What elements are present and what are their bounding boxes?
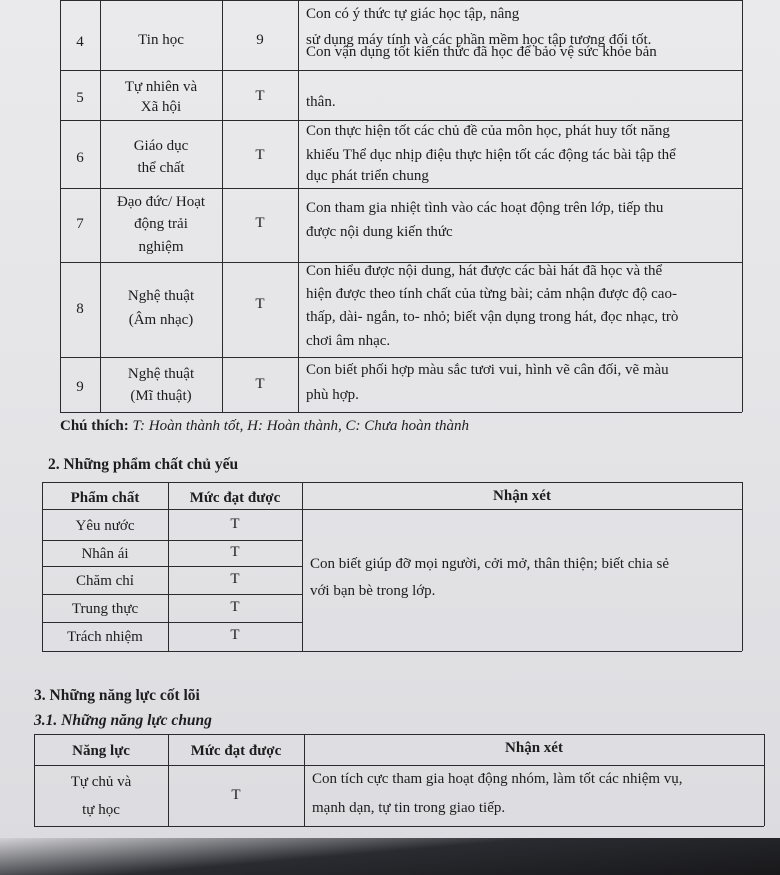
- achievement-level: T: [255, 147, 265, 163]
- quality-name: Trách nhiệm: [67, 629, 143, 645]
- subject-name: (Âm nhạc): [128, 312, 194, 328]
- comment-line: thân.: [306, 94, 336, 110]
- achievement-level: T: [255, 88, 265, 104]
- column-header: Mức đạt được: [190, 743, 282, 759]
- comment-line: mạnh dạn, tự tin trong giao tiếp.: [312, 800, 506, 816]
- comment-line: Con biết phối hợp màu sắc tươi vui, hình vẽ cân đối, vẽ màu: [306, 362, 669, 378]
- comment-line: khiếu Thể dục nhịp điệu thực hiện tốt các động tác bài tập thể: [306, 147, 676, 163]
- achievement-level: T: [230, 627, 240, 643]
- comment-line: Con hiểu được nội dung, hát được các bài hát đã học và thể: [306, 263, 663, 279]
- comment-line: phù hợp.: [306, 387, 359, 403]
- column-header: Nhận xét: [493, 488, 551, 504]
- quality-name: Chăm chỉ: [76, 573, 134, 589]
- row-number: 7: [76, 216, 84, 232]
- subsection-heading: 3.1. Những năng lực chung: [34, 712, 212, 729]
- achievement-level: T: [255, 296, 265, 312]
- comment-line: Con tích cực tham gia hoạt động nhóm, làm tốt các nhiệm vụ,: [312, 771, 683, 787]
- column-header: Năng lực: [72, 743, 130, 759]
- achievement-level: T: [230, 544, 240, 560]
- row-number: 5: [76, 90, 84, 106]
- subject-name: Xã hội: [140, 99, 182, 115]
- comment-line: Con tham gia nhiệt tình vào các hoạt động trên lớp, tiếp thu: [306, 200, 664, 216]
- comment-line: thấp, dài- ngắn, to- nhỏ; biết vận dụng trong hát, đọc nhạc, trò: [306, 309, 679, 325]
- comment-line: chơi âm nhạc.: [306, 333, 391, 349]
- achievement-level: T: [230, 516, 240, 532]
- achievement-level: T: [255, 215, 265, 231]
- subject-name: thể chất: [137, 160, 185, 176]
- comment-line: dục phát triển chung: [306, 168, 429, 184]
- comment-line: Con thực hiện tốt các chủ đề của môn học, phát huy tốt năng: [306, 123, 670, 139]
- subject-name: Nghệ thuật: [127, 288, 195, 304]
- comment-line: với bạn bè trong lớp.: [310, 583, 436, 599]
- row-number: 9: [76, 379, 84, 395]
- comment-line: được nội dung kiến thức: [306, 224, 453, 240]
- row-number: 8: [76, 301, 84, 317]
- row-number: 4: [76, 34, 84, 50]
- quality-name: Nhân ái: [81, 546, 129, 562]
- column-header: Nhận xét: [505, 740, 563, 756]
- quality-name: Yêu nước: [75, 518, 135, 534]
- comment-line: Con có ý thức tự giác học tập, nâng: [306, 6, 520, 22]
- competency-name: tự học: [82, 802, 120, 818]
- column-header: Mức đạt được: [189, 490, 281, 506]
- achievement-level: T: [255, 376, 265, 392]
- legend-label: Chú thích:: [60, 418, 129, 434]
- comment-line: Con vận dụng tốt kiến thức đã học để bảo vệ sức khỏe bản: [306, 44, 657, 60]
- competency-name: Tự chủ và: [70, 774, 132, 790]
- row-number: 6: [76, 150, 84, 166]
- subject-name: động trải: [134, 216, 188, 232]
- achievement-level: T: [231, 787, 241, 803]
- desk-background: [0, 838, 780, 875]
- subject-name: Giáo dục: [133, 138, 189, 154]
- achievement-level: 9: [256, 32, 264, 48]
- legend-text: T: Hoàn thành tốt, H: Hoàn thành, C: Chưa hoàn thành: [132, 418, 470, 434]
- achievement-level: T: [230, 599, 240, 615]
- quality-name: Trung thực: [71, 601, 139, 617]
- comment-line: Con biết giúp đỡ mọi người, cởi mở, thân thiện; biết chia sẻ: [310, 556, 669, 572]
- section-heading: 3. Những năng lực cốt lõi: [34, 687, 200, 704]
- comment-line: sử dụng máy tính và các phần mềm học tập tương đối tốt.: [306, 32, 652, 48]
- subject-name: Nghệ thuật: [127, 366, 195, 382]
- section-heading: 2. Những phẩm chất chủ yếu: [48, 456, 239, 473]
- column-header: Phẩm chất: [70, 490, 140, 506]
- subject-name: Tự nhiên và: [124, 79, 198, 95]
- subject-name: (Mĩ thuật): [130, 388, 192, 404]
- achievement-level: T: [230, 571, 240, 587]
- comment-line: hiện được theo tính chất của từng bài; cảm nhận được độ cao-: [306, 286, 677, 302]
- subject-name: Đạo đức/ Hoạt: [116, 194, 206, 210]
- subject-name: Tin học: [138, 32, 184, 48]
- table-legend: [60, 416, 469, 436]
- subject-name: nghiệm: [138, 239, 184, 255]
